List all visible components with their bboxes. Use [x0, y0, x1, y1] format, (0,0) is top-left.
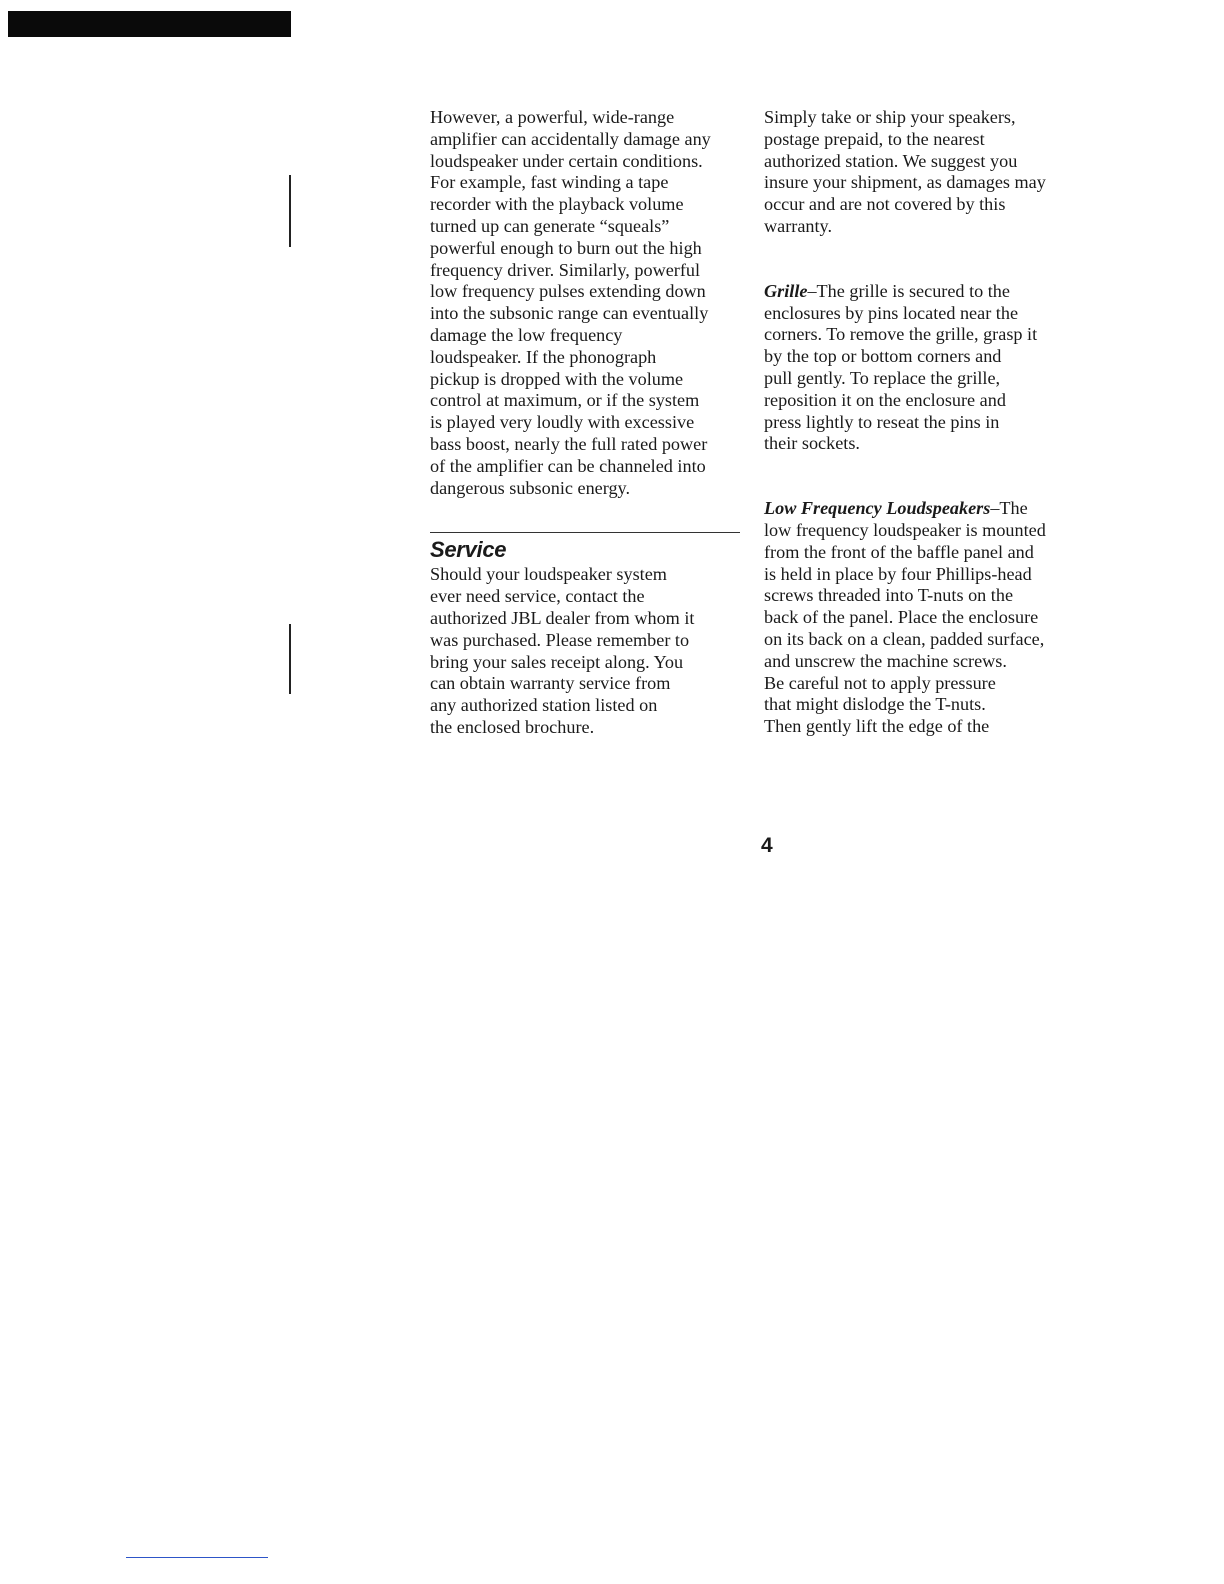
- text-line: [764, 498, 1084, 520]
- text-line: damage the low frequency: [430, 324, 623, 345]
- margin-mark-top: [289, 175, 291, 247]
- text-line: corners. To remove the grille, grasp it: [764, 324, 1038, 345]
- intro-paragraph: [430, 107, 750, 499]
- text-line: powerful enough to burn out the high: [430, 237, 702, 258]
- section-divider: [430, 532, 740, 533]
- text-line: Be careful not to apply pressure: [764, 672, 996, 693]
- text-line: bring your sales receipt along. You: [430, 651, 684, 672]
- text-line: control at maximum, or if the system: [430, 390, 700, 411]
- text-line: frequency driver. Similarly, powerful: [430, 259, 701, 280]
- text-line: amplifier can accidentally damage any: [430, 128, 711, 149]
- right-column: [764, 107, 1084, 738]
- text-line: can obtain warranty service from: [430, 673, 671, 694]
- text-line: screws threaded into T-nuts on the: [764, 585, 1014, 606]
- text-line: into the subsonic range can eventually: [430, 303, 709, 324]
- page-number: 4: [761, 834, 773, 857]
- text-line: warranty.: [764, 215, 832, 236]
- text-line: recorder with the playback volume: [430, 194, 684, 215]
- grille-run-in-heading: Grille: [764, 280, 808, 301]
- text-line: press lightly to reseat the pins in: [764, 411, 1000, 432]
- text-line: [764, 281, 1084, 303]
- text-line: pickup is dropped with the volume: [430, 368, 684, 389]
- text-line: insure your shipment, as damages may: [764, 172, 1046, 193]
- low-frequency-first-line-text: –The: [990, 498, 1028, 519]
- text-line: postage prepaid, to the nearest: [764, 128, 985, 149]
- text-line: pull gently. To replace the grille,: [764, 367, 1001, 388]
- text-line: authorized JBL dealer from whom it: [430, 607, 695, 628]
- low-frequency-run-in-heading: Low Frequency Loudspeakers: [764, 498, 991, 519]
- text-line: turned up can generate “squeals”: [430, 215, 670, 236]
- text-line: was purchased. Please remember to: [430, 629, 690, 650]
- text-line: any authorized station listed on: [430, 695, 658, 716]
- text-line: occur and are not covered by this: [764, 194, 1006, 215]
- text-line: loudspeaker. If the phonograph: [430, 346, 657, 367]
- text-line: by the top or bottom corners and: [764, 346, 1002, 367]
- text-line: loudspeaker under certain conditions.: [430, 150, 703, 171]
- footer-rule: [126, 1557, 268, 1558]
- service-paragraph: [430, 564, 750, 738]
- text-line: their sockets.: [764, 433, 860, 454]
- text-line: enclosures by pins located near the: [764, 302, 1019, 323]
- text-line: low frequency pulses extending down: [430, 281, 706, 302]
- text-line: However, a powerful, wide-range: [430, 107, 675, 127]
- text-line: ever need service, contact the: [430, 586, 645, 607]
- shipping-paragraph: [764, 107, 1084, 238]
- left-column: [430, 107, 750, 739]
- text-line: back of the panel. Place the enclosure: [764, 607, 1039, 628]
- header-black-bar: [8, 11, 291, 37]
- service-heading: Service: [430, 537, 507, 563]
- text-line: authorized station. We suggest you: [764, 150, 1018, 171]
- text-line: the enclosed brochure.: [430, 716, 595, 737]
- text-line: is held in place by four Phillips-head: [764, 563, 1032, 584]
- grille-paragraph: [764, 281, 1084, 455]
- text-line: on its back on a clean, padded surface,: [764, 628, 1045, 649]
- low-frequency-paragraph: [764, 498, 1084, 738]
- text-line: from the front of the baffle panel and: [764, 541, 1034, 562]
- text-line: Simply take or ship your speakers,: [764, 107, 1016, 127]
- text-line: reposition it on the enclosure and: [764, 389, 1006, 410]
- text-line: Should your loudspeaker system: [430, 564, 667, 585]
- text-line: dangerous subsonic energy.: [430, 477, 631, 498]
- text-line: For example, fast winding a tape: [430, 172, 669, 193]
- text-line: that might dislodge the T-nuts.: [764, 694, 986, 715]
- text-line: Then gently lift the edge of the: [764, 716, 990, 737]
- text-line: bass boost, nearly the full rated power: [430, 433, 708, 454]
- text-line: low frequency loudspeaker is mounted: [764, 519, 1046, 540]
- grille-first-line-text: –The grille is secured to the: [807, 280, 1010, 301]
- text-line: is played very loudly with excessive: [430, 412, 695, 433]
- text-line: of the amplifier can be channeled into: [430, 455, 706, 476]
- text-line: and unscrew the machine screws.: [764, 650, 1007, 671]
- margin-mark-bottom: [289, 624, 291, 694]
